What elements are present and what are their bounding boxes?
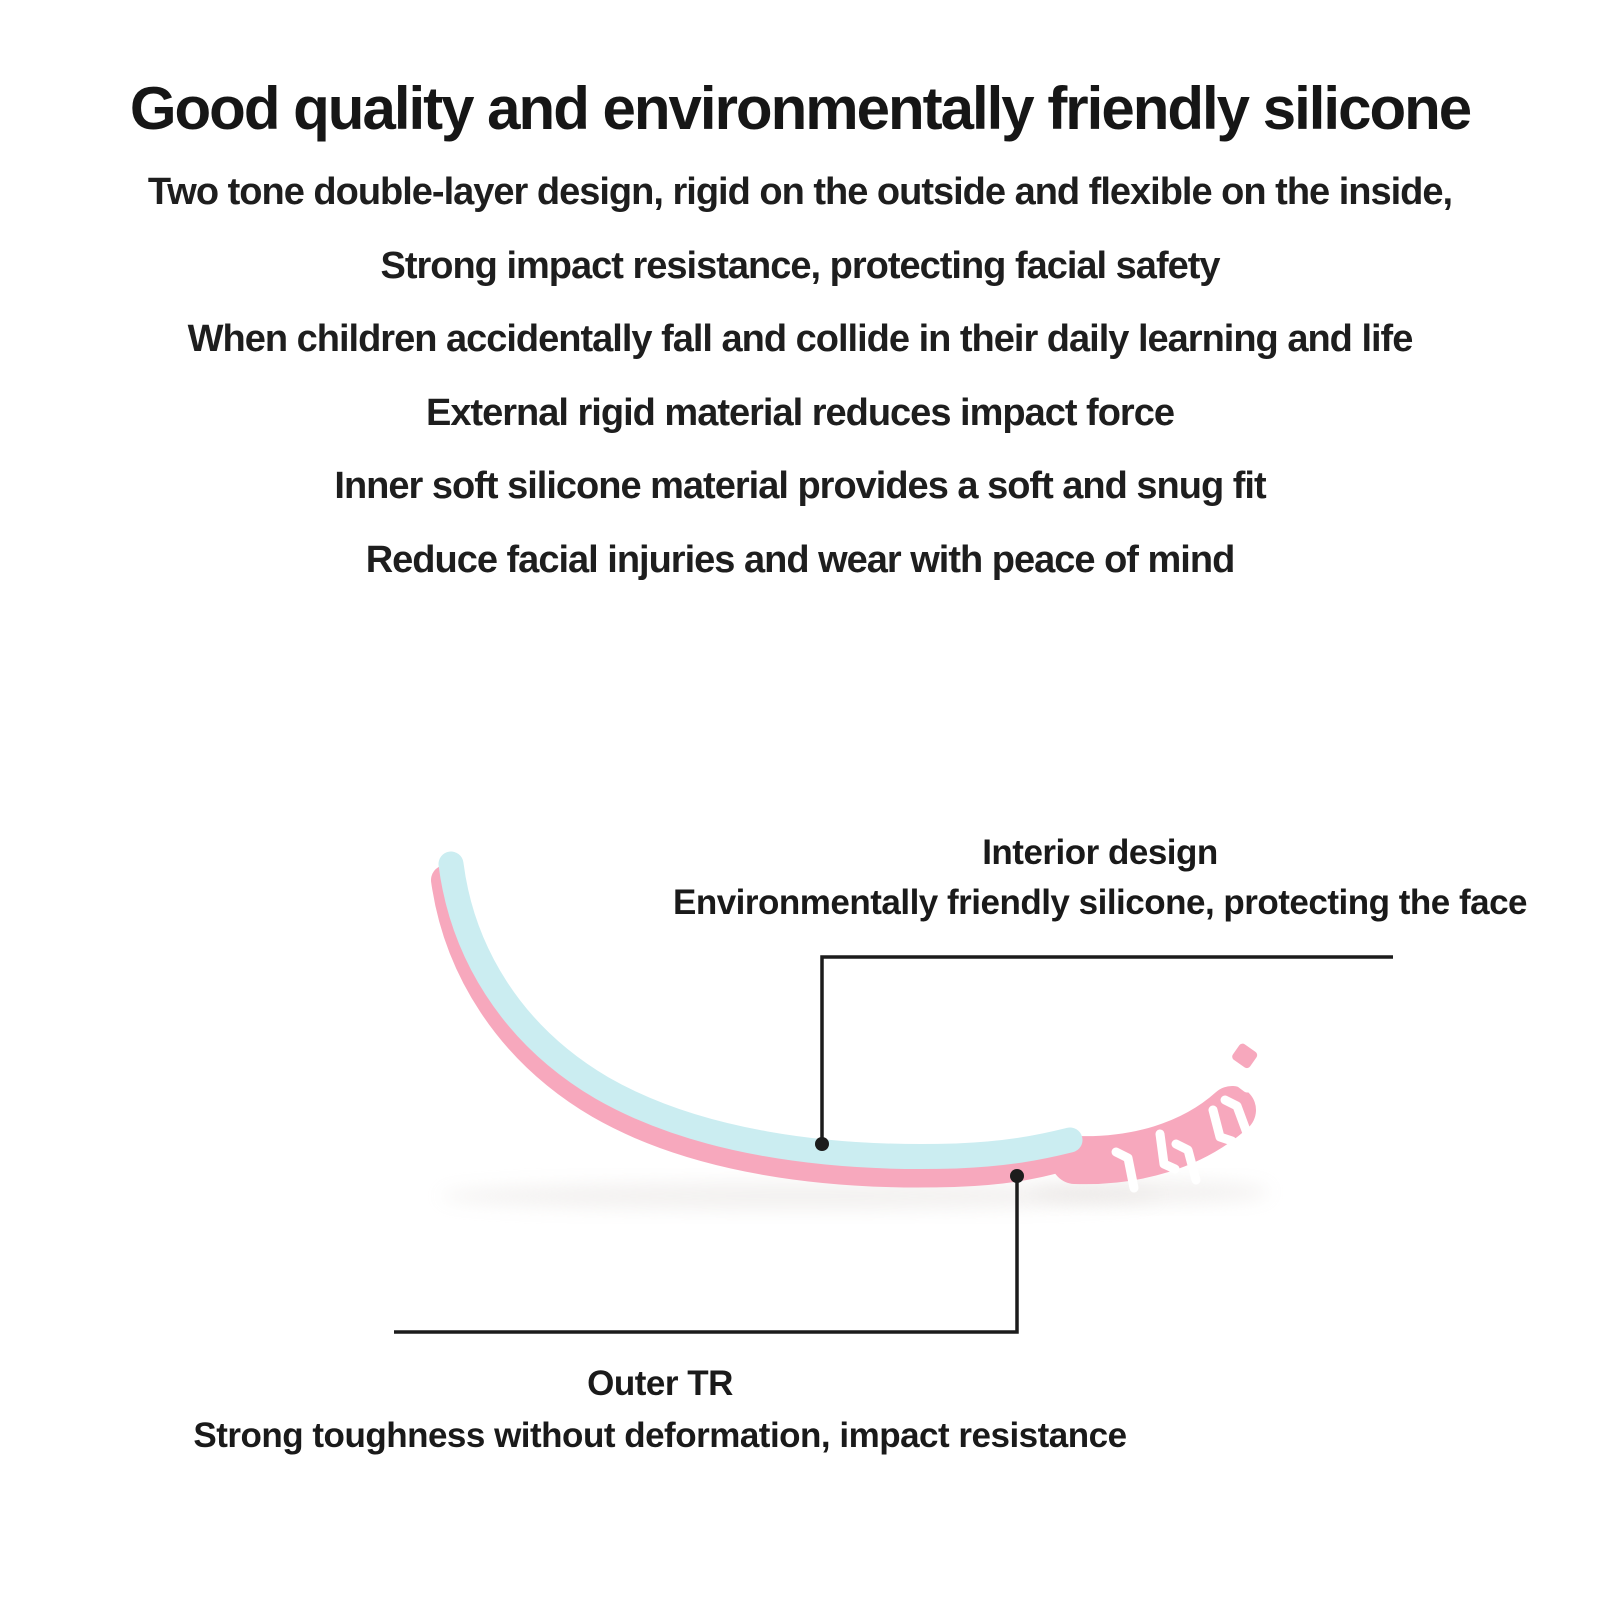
interior-anchor-dot [815, 1137, 829, 1151]
interior-leader-line [822, 957, 1393, 1143]
description-line: When children accidentally fall and collide in their daily learning and life [187, 318, 1413, 360]
description-line: Reduce facial injuries and wear with peace of mind [365, 538, 1235, 581]
outer-callout [60, 1358, 1260, 1462]
page-title: Good quality and environmentally friendly silicone [129, 75, 1471, 142]
interior-callout-title: Interior design [982, 833, 1218, 872]
description-line: Two tone double-layer design, rigid on the outside and flexible on the inside, [147, 171, 1453, 213]
interior-callout-detail: Environmentally friendly silicone, protecting the face [672, 883, 1528, 922]
description-line: Strong impact resistance, protecting facial safety [380, 244, 1220, 287]
description-line: Inner soft silicone material provides a soft and snug fit [334, 465, 1266, 507]
outer-anchor-dot [1010, 1169, 1024, 1183]
outer-callout-title: Outer TR [587, 1364, 733, 1403]
description-line: External rigid material reduces impact force [426, 391, 1174, 434]
interior-callout [560, 828, 1600, 928]
temple-tip-nub [1231, 1042, 1259, 1070]
soft-shadow [1030, 1180, 1270, 1204]
temple-end-piece [1075, 1110, 1232, 1160]
outer-callout-detail: Strong toughness without deformation, impact resistance [193, 1416, 1127, 1455]
